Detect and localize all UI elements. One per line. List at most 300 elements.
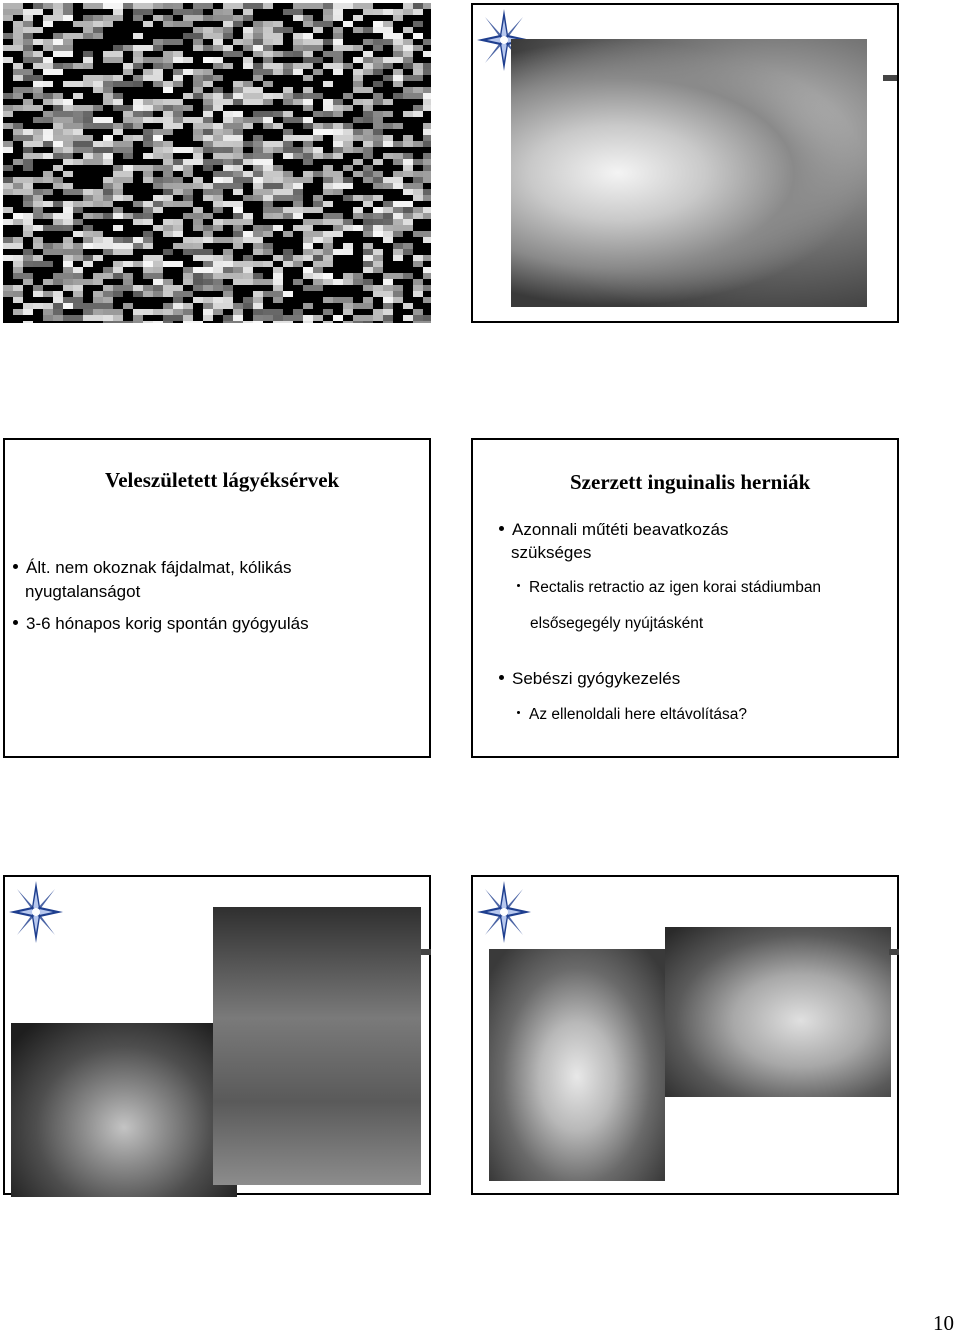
noise-block — [353, 87, 373, 93]
noise-block — [63, 9, 73, 15]
noise-block — [243, 255, 253, 261]
noise-block — [263, 243, 273, 249]
noise-block — [323, 213, 343, 219]
noise-block — [13, 261, 23, 267]
noise-block — [363, 69, 373, 75]
noise-block — [53, 183, 63, 189]
noise-block — [283, 291, 293, 297]
noise-block — [43, 135, 53, 141]
noise-block — [243, 33, 253, 39]
noise-block — [193, 153, 203, 159]
noise-block — [123, 63, 133, 69]
noise-block — [33, 285, 43, 291]
noise-block — [83, 123, 93, 129]
noise-block — [83, 261, 93, 267]
noise-block — [133, 123, 143, 129]
noise-block — [163, 225, 173, 231]
noise-block — [423, 177, 431, 183]
noise-block — [233, 129, 243, 135]
noise-block — [193, 45, 203, 51]
noise-block — [93, 147, 113, 153]
noise-block — [133, 111, 143, 117]
noise-block — [183, 15, 203, 21]
noise-block — [63, 255, 73, 261]
noise-block — [413, 21, 423, 27]
noise-pattern-svg — [3, 3, 431, 323]
noise-block — [103, 309, 123, 315]
noise-block — [423, 285, 431, 291]
noise-block — [23, 21, 33, 27]
noise-block — [153, 321, 163, 323]
noise-block — [233, 237, 243, 243]
noise-block — [123, 213, 133, 219]
noise-block — [113, 75, 123, 81]
noise-block — [23, 33, 33, 39]
noise-block — [343, 147, 353, 153]
noise-block — [83, 237, 93, 243]
noise-block — [43, 171, 53, 177]
noise-block — [263, 3, 273, 9]
noise-block — [383, 99, 393, 105]
noise-block — [163, 153, 173, 159]
noise-block — [53, 105, 63, 111]
noise-block — [43, 99, 53, 105]
noise-block — [93, 117, 113, 123]
noise-block — [183, 309, 193, 315]
noise-block — [303, 39, 313, 45]
noise-block — [53, 177, 63, 183]
noise-block — [353, 45, 363, 51]
noise-block — [253, 63, 263, 69]
bullet-1-line1: Ált. nem okoznak fájdalmat, kólikás — [26, 558, 292, 577]
noise-block — [233, 207, 243, 213]
noise-block — [173, 177, 183, 183]
noise-block — [43, 69, 63, 75]
noise-block — [373, 255, 383, 261]
noise-block — [183, 303, 193, 309]
noise-block — [243, 57, 253, 63]
noise-block — [243, 159, 253, 165]
noise-block — [353, 207, 363, 213]
noise-block — [143, 237, 153, 243]
noise-block — [353, 315, 373, 321]
noise-block — [163, 141, 173, 147]
noise-block — [173, 225, 183, 231]
noise-block — [373, 63, 383, 69]
noise-block — [23, 165, 33, 171]
horse-legs-photo — [213, 907, 421, 1185]
noise-block — [383, 141, 393, 147]
noise-block — [203, 165, 213, 171]
noise-block — [153, 135, 163, 141]
noise-block — [33, 255, 43, 261]
noise-block — [163, 279, 173, 285]
noise-block — [53, 111, 73, 117]
noise-block — [13, 63, 23, 69]
noise-block — [53, 9, 63, 15]
noise-block — [263, 207, 283, 213]
noise-block — [163, 63, 173, 69]
noise-block — [363, 153, 373, 159]
noise-block — [363, 225, 373, 231]
noise-block — [183, 213, 193, 219]
noise-block — [143, 141, 153, 147]
noise-block — [423, 3, 431, 9]
noise-block — [73, 303, 93, 309]
bullet-1 — [499, 520, 728, 540]
noise-block — [273, 177, 283, 183]
noise-block — [293, 99, 303, 105]
noise-block — [393, 285, 403, 291]
noise-block — [243, 171, 253, 177]
noise-block — [333, 111, 343, 117]
noise-block — [163, 285, 183, 291]
noise-block — [93, 123, 113, 129]
noise-block — [413, 213, 423, 219]
noise-block — [123, 303, 133, 309]
page-number: 10 — [933, 1311, 954, 1335]
noise-block — [103, 249, 113, 255]
noise-block — [153, 267, 163, 273]
noise-block — [233, 279, 253, 285]
noise-block — [373, 177, 383, 183]
noise-block — [233, 177, 253, 183]
noise-block — [333, 183, 353, 189]
noise-block — [3, 9, 13, 15]
noise-block — [213, 135, 223, 141]
noise-block — [143, 219, 153, 225]
noise-block — [53, 45, 73, 51]
noise-block — [183, 267, 193, 273]
noise-block — [23, 27, 43, 33]
noise-block — [43, 141, 53, 147]
noise-block — [403, 93, 423, 99]
noise-block — [363, 57, 373, 63]
noise-block — [23, 9, 43, 15]
noise-block — [103, 201, 113, 207]
noise-block — [33, 39, 43, 45]
noise-block — [143, 291, 153, 297]
noise-block — [193, 147, 203, 153]
noise-block — [153, 201, 163, 207]
noise-block — [283, 129, 293, 135]
noise-block — [23, 225, 33, 231]
noise-block — [283, 63, 293, 69]
noise-block — [203, 141, 213, 147]
noise-block — [233, 165, 243, 171]
noise-block — [323, 255, 333, 261]
noise-block — [343, 63, 353, 69]
noise-block — [423, 171, 431, 177]
noise-block — [333, 69, 343, 75]
noise-block — [223, 183, 243, 189]
noise-block — [343, 303, 353, 309]
noise-block — [413, 279, 423, 285]
noise-block — [163, 165, 173, 171]
noise-block — [73, 255, 83, 261]
noise-block — [413, 309, 423, 315]
noise-block — [3, 243, 23, 249]
noise-block — [123, 153, 133, 159]
noise-block — [103, 297, 113, 303]
noise-block — [203, 147, 213, 153]
noise-block — [423, 105, 431, 111]
noise-block — [373, 117, 383, 123]
noise-block — [243, 99, 263, 105]
noise-block — [213, 285, 223, 291]
noise-block — [313, 195, 323, 201]
noise-block — [383, 315, 393, 321]
noise-block — [63, 141, 73, 147]
noise-block — [353, 69, 363, 75]
noise-block — [383, 225, 393, 231]
noise-block — [103, 87, 113, 93]
noise-block — [253, 153, 273, 159]
noise-block — [263, 147, 273, 153]
noise-block — [143, 243, 153, 249]
noise-block — [373, 315, 383, 321]
noise-block — [273, 93, 283, 99]
noise-block — [273, 39, 283, 45]
noise-block — [13, 255, 23, 261]
noise-block — [273, 273, 283, 279]
noise-block — [363, 63, 373, 69]
noise-block — [303, 219, 323, 225]
noise-block — [23, 309, 33, 315]
noise-block — [143, 165, 153, 171]
noise-block — [283, 171, 293, 177]
noise-block — [63, 261, 73, 267]
noise-block — [43, 177, 53, 183]
noise-block — [63, 33, 83, 39]
noise-block — [393, 201, 413, 207]
noise-block — [83, 27, 93, 33]
noise-block — [33, 195, 43, 201]
noise-block — [153, 177, 163, 183]
noise-block — [63, 315, 83, 321]
noise-block — [243, 219, 253, 225]
noise-block — [113, 9, 123, 15]
sub-bullet-1 — [517, 579, 821, 597]
noise-block — [173, 57, 183, 63]
noise-block — [203, 111, 213, 117]
noise-block — [413, 111, 423, 117]
noise-block — [423, 141, 431, 147]
noise-block — [413, 9, 423, 15]
noise-block — [223, 291, 233, 297]
noise-block — [323, 219, 343, 225]
noise-block — [173, 201, 193, 207]
noise-block — [393, 207, 403, 213]
noise-block — [23, 141, 43, 147]
noise-block — [233, 15, 243, 21]
noise-block — [273, 321, 293, 323]
noise-block — [213, 87, 223, 93]
noise-block — [93, 153, 103, 159]
noise-block — [23, 255, 33, 261]
noise-block — [13, 309, 23, 315]
noise-block — [303, 147, 313, 153]
noise-block — [23, 219, 33, 225]
noise-block — [183, 249, 193, 255]
noise-block — [373, 141, 383, 147]
noise-block — [53, 297, 63, 303]
noise-block — [333, 135, 353, 141]
noise-block — [263, 165, 273, 171]
noise-block — [283, 231, 293, 237]
sub-bullet-1-cont: elsősegegély nyújtásként — [530, 615, 704, 632]
noise-block — [363, 267, 373, 273]
noise-block — [43, 303, 53, 309]
noise-block — [33, 303, 43, 309]
sub-bullet-1-line1: Rectalis retractio az igen korai stádiumban — [529, 579, 822, 596]
slide-4 — [471, 438, 899, 758]
noise-block — [353, 195, 363, 201]
noise-block — [3, 111, 13, 117]
noise-block — [313, 129, 333, 135]
noise-block — [303, 75, 313, 81]
noise-block — [113, 141, 133, 147]
noise-block — [33, 135, 43, 141]
noise-block — [243, 45, 253, 51]
noise-block — [3, 15, 13, 21]
noise-block — [103, 15, 123, 21]
noise-block — [423, 63, 431, 69]
noise-block — [383, 321, 393, 323]
noise-block — [183, 195, 193, 201]
noise-block — [33, 51, 43, 57]
noise-block — [53, 135, 73, 141]
noise-block — [353, 129, 363, 135]
noise-block — [303, 171, 313, 177]
noise-block — [313, 261, 333, 267]
noise-block — [153, 117, 163, 123]
noise-block — [323, 9, 333, 15]
noise-block — [43, 315, 53, 321]
noise-block — [93, 231, 103, 237]
noise-block — [73, 63, 83, 69]
noise-block — [163, 219, 173, 225]
noise-block — [423, 159, 431, 165]
noise-block — [103, 189, 113, 195]
noise-block — [343, 279, 353, 285]
noise-block — [243, 231, 253, 237]
noise-block — [343, 309, 353, 315]
noise-block — [63, 225, 73, 231]
slide-1 — [3, 3, 431, 323]
noise-block — [273, 69, 283, 75]
noise-block — [153, 141, 163, 147]
noise-block — [303, 231, 323, 237]
noise-block — [413, 105, 423, 111]
noise-block — [353, 171, 363, 177]
noise-block — [83, 33, 93, 39]
noise-block — [183, 93, 193, 99]
noise-block — [323, 243, 333, 249]
noise-block — [213, 177, 223, 183]
noise-block — [193, 27, 203, 33]
noise-block — [303, 255, 313, 261]
noise-block — [213, 297, 223, 303]
noise-block — [273, 195, 293, 201]
noise-block — [233, 153, 243, 159]
bullet-2-line1: 3-6 hónapos korig spontán gyógyulás — [26, 614, 309, 633]
sub-bullet-2 — [517, 706, 747, 724]
noise-block — [13, 291, 23, 297]
noise-block — [113, 291, 123, 297]
noise-block — [133, 3, 153, 9]
noise-block — [373, 129, 383, 135]
noise-block — [263, 93, 273, 99]
noise-block — [303, 63, 313, 69]
noise-block — [33, 213, 43, 219]
noise-block — [133, 315, 143, 321]
noise-block — [293, 51, 303, 57]
noise-block — [73, 207, 83, 213]
noise-block — [413, 159, 423, 165]
noise-block — [423, 69, 431, 75]
noise-block — [63, 171, 73, 177]
noise-block — [233, 21, 243, 27]
noise-block — [343, 141, 353, 147]
noise-block — [153, 147, 163, 153]
noise-block — [143, 267, 153, 273]
noise-block — [293, 135, 313, 141]
noise-block — [143, 9, 153, 15]
noise-block — [333, 9, 343, 15]
noise-block — [203, 231, 213, 237]
noise-block — [353, 273, 363, 279]
noise-block — [233, 99, 243, 105]
noise-block — [163, 87, 173, 93]
sub-bullet-2-line1: Az ellenoldali here eltávolítása? — [529, 706, 747, 723]
noise-block — [103, 135, 113, 141]
noise-block — [223, 21, 233, 27]
noise-block — [93, 291, 103, 297]
noise-block — [113, 225, 123, 231]
noise-block — [93, 279, 103, 285]
noise-block — [43, 81, 53, 87]
noise-block — [103, 57, 123, 63]
noise-block — [323, 231, 343, 237]
noise-block — [303, 105, 313, 111]
noise-block — [393, 81, 403, 87]
noise-block — [223, 27, 233, 33]
noise-block — [383, 279, 393, 285]
noise-block — [303, 237, 313, 243]
noise-block — [423, 213, 431, 219]
noise-block — [143, 255, 163, 261]
noise-block — [113, 267, 123, 273]
noise-block — [53, 303, 63, 309]
bullet-2 — [13, 614, 309, 634]
noise-block — [13, 297, 23, 303]
noise-block — [143, 201, 153, 207]
noise-block — [343, 3, 353, 9]
noise-block — [73, 129, 83, 135]
noise-block — [313, 273, 323, 279]
noise-block — [333, 177, 343, 183]
noise-block — [393, 15, 403, 21]
noise-block — [313, 267, 323, 273]
noise-block — [13, 237, 23, 243]
noise-block — [223, 3, 243, 9]
noise-block — [103, 273, 113, 279]
noise-block — [373, 45, 383, 51]
specimen-photo-right — [665, 927, 891, 1097]
noise-block — [363, 111, 373, 117]
bullet-1-line1: Azonnali műtéti beavatkozás — [512, 520, 729, 539]
